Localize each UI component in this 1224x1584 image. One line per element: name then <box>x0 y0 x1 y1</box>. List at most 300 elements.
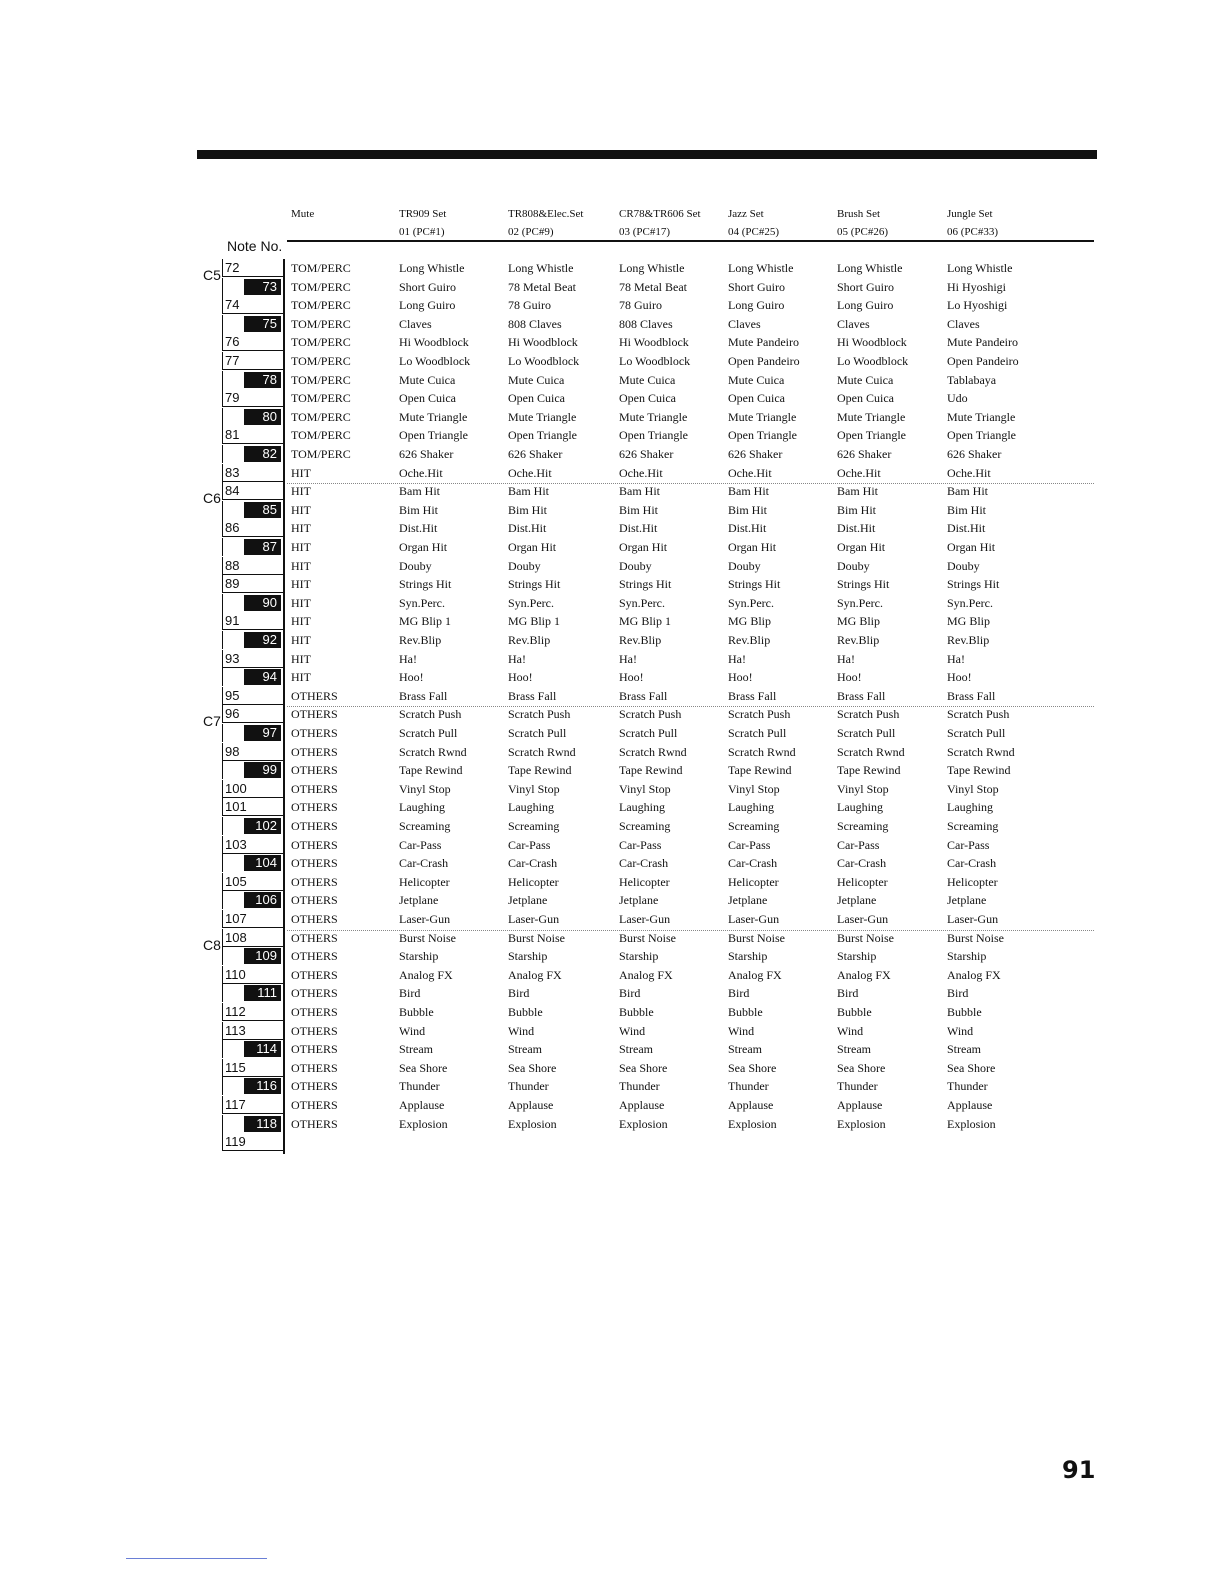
white-key: 107 <box>222 910 283 928</box>
instrument-cell: Analog FX <box>728 967 782 982</box>
mute-group-cell: OTHERS <box>291 1116 338 1131</box>
mute-group-cell: TOM/PERC <box>291 447 351 461</box>
instrument-cell: Thunder <box>619 1079 660 1094</box>
instrument-cell: Scratch Rwnd <box>508 744 576 759</box>
white-key: 74 <box>222 296 283 314</box>
instrument-cell: Vinyl Stop <box>508 781 560 796</box>
mute-group-cell: TOM/PERC <box>291 372 351 387</box>
instrument-cell: Tape Rewind <box>399 763 463 778</box>
black-key <box>222 315 283 333</box>
instrument-cell: Oche.Hit <box>619 465 663 480</box>
table-row <box>0 612 1224 631</box>
table-row <box>0 538 1224 557</box>
instrument-cell: Scratch Pull <box>947 726 1006 740</box>
black-key <box>222 371 283 389</box>
instrument-cell: Jetplane <box>837 893 877 908</box>
octave-label: C8 <box>203 936 221 953</box>
instrument-cell: Scratch Rwnd <box>728 744 796 759</box>
mute-group-cell: OTHERS <box>291 1005 338 1019</box>
instrument-cell: Douby <box>508 558 541 573</box>
instrument-cell: Bim Hit <box>399 502 439 517</box>
instrument-cell: Laughing <box>728 800 774 815</box>
instrument-cell: Mute Cuica <box>837 372 894 387</box>
instrument-cell: Analog FX <box>947 967 1001 982</box>
table-row <box>0 966 1224 985</box>
black-key <box>222 817 283 835</box>
instrument-cell: Sea Shore <box>619 1060 668 1075</box>
instrument-cell: Bam Hit <box>399 484 440 499</box>
note-number: 82 <box>244 446 281 462</box>
column-header-program: 02 (PC#9) <box>508 226 554 238</box>
header-rule <box>287 240 1094 242</box>
instrument-cell: Hi Hyoshigi <box>947 279 1007 294</box>
instrument-cell: Scratch Rwnd <box>619 744 687 759</box>
instrument-cell: Bubble <box>947 1005 982 1019</box>
white-key: 93 <box>222 650 283 668</box>
black-key <box>222 538 283 556</box>
instrument-cell: Wind <box>837 1023 864 1038</box>
instrument-cell: 808 Claves <box>508 316 562 331</box>
instrument-cell: Dist.Hit <box>508 521 547 536</box>
instrument-cell: Screaming <box>837 819 889 833</box>
black-key <box>222 445 283 463</box>
table-row <box>0 705 1224 724</box>
instrument-cell: Organ Hit <box>399 540 448 554</box>
instrument-cell: Scratch Rwnd <box>399 744 467 759</box>
octave-label: C6 <box>203 490 221 507</box>
instrument-cell: Bam Hit <box>837 484 878 499</box>
note-number: 102 <box>244 818 281 834</box>
instrument-cell: Stream <box>947 1042 981 1057</box>
instrument-cell: Tape Rewind <box>947 763 1011 778</box>
keyboard-right-edge <box>283 259 285 1154</box>
instrument-cell: Scratch Push <box>619 707 682 722</box>
instrument-cell: Explosion <box>508 1116 557 1131</box>
column-header-name: Jungle Set <box>947 208 993 220</box>
table-row <box>0 296 1224 315</box>
mute-group-cell: HIT <box>291 633 311 647</box>
mute-group-cell: OTHERS <box>291 726 338 740</box>
instrument-cell: Analog FX <box>837 967 891 982</box>
instrument-cell: Thunder <box>399 1079 440 1094</box>
black-key <box>222 984 283 1002</box>
instrument-cell: Open Pandeiro <box>728 354 800 368</box>
white-key: 112 <box>222 1003 283 1021</box>
mute-group-cell: HIT <box>291 595 311 610</box>
mute-group-cell: OTHERS <box>291 1079 338 1094</box>
instrument-cell: Bird <box>508 986 530 1001</box>
mute-group-cell: HIT <box>291 651 311 666</box>
instrument-cell: Organ Hit <box>619 540 668 554</box>
instrument-cell: Thunder <box>947 1079 988 1094</box>
mute-group-cell: OTHERS <box>291 912 338 926</box>
instrument-cell: Hoo! <box>508 670 533 685</box>
table-row <box>0 389 1224 408</box>
instrument-cell: Hoo! <box>399 670 424 685</box>
column-header <box>291 205 314 223</box>
instrument-cell: Explosion <box>399 1116 448 1131</box>
instrument-cell: Wind <box>619 1023 646 1038</box>
instrument-cell: Starship <box>619 949 659 964</box>
instrument-cell: Douby <box>399 558 432 573</box>
table-row <box>0 333 1224 352</box>
mute-group-cell: HIT <box>291 558 311 573</box>
instrument-cell: Car-Pass <box>619 837 662 852</box>
instrument-cell: Applause <box>619 1098 665 1112</box>
instrument-cell: Strings Hit <box>508 577 561 592</box>
instrument-cell: Mute Triangle <box>508 409 577 424</box>
instrument-cell: Mute Triangle <box>728 409 797 424</box>
note-number: 111 <box>244 985 281 1001</box>
instrument-cell: Car-Pass <box>508 837 551 852</box>
note-number: 116 <box>244 1078 281 1094</box>
note-number: 106 <box>244 892 281 908</box>
white-key: 101 <box>222 798 283 816</box>
instrument-cell: Laughing <box>508 800 554 815</box>
instrument-cell: Car-Crash <box>508 856 558 871</box>
instrument-cell: Bim Hit <box>837 502 877 517</box>
instrument-cell: Vinyl Stop <box>728 781 780 796</box>
table-row <box>0 501 1224 520</box>
instrument-cell: Bird <box>399 986 421 1001</box>
mute-group-cell: HIT <box>291 670 311 685</box>
instrument-cell: 78 Guiro <box>619 298 662 313</box>
instrument-cell: Explosion <box>837 1116 886 1131</box>
table-row <box>0 724 1224 743</box>
instrument-cell: Long Whistle <box>508 261 574 275</box>
table-row <box>0 1115 1224 1134</box>
table-row <box>0 668 1224 687</box>
instrument-cell: Scratch Rwnd <box>837 744 905 759</box>
black-key <box>222 854 283 872</box>
instrument-cell: Brass Fall <box>947 688 996 703</box>
mute-group-cell: TOM/PERC <box>291 335 351 350</box>
note-number: 73 <box>244 279 281 295</box>
note-number-label: Note No. <box>227 238 283 254</box>
note-number: 109 <box>244 948 281 964</box>
white-key: 84 <box>222 482 283 500</box>
instrument-cell: Brass Fall <box>619 688 668 703</box>
black-key <box>222 668 283 686</box>
black-key <box>222 408 283 426</box>
instrument-cell: Strings Hit <box>947 577 1000 592</box>
instrument-cell: Vinyl Stop <box>619 781 671 796</box>
mute-group-cell: OTHERS <box>291 856 338 871</box>
instrument-cell: Burst Noise <box>728 930 785 945</box>
instrument-cell: Claves <box>837 316 870 331</box>
instrument-cell: Long Whistle <box>619 261 685 275</box>
instrument-cell: Bubble <box>837 1005 872 1019</box>
instrument-cell: Open Cuica <box>619 391 676 406</box>
instrument-cell: Hi Woodblock <box>508 335 578 350</box>
instrument-cell: Vinyl Stop <box>399 781 451 796</box>
instrument-cell: Scratch Push <box>837 707 900 722</box>
table-row <box>0 575 1224 594</box>
instrument-cell: Organ Hit <box>508 540 557 554</box>
table-row <box>0 650 1224 669</box>
instrument-cell: Ha! <box>947 651 965 666</box>
instrument-cell: Screaming <box>728 819 780 833</box>
instrument-cell: Tape Rewind <box>728 763 792 778</box>
mute-group-cell: TOM/PERC <box>291 428 351 443</box>
instrument-cell: Stream <box>508 1042 542 1057</box>
instrument-cell: Bam Hit <box>947 484 988 499</box>
mute-group-cell: HIT <box>291 465 311 480</box>
instrument-cell: Open Triangle <box>728 428 797 443</box>
instrument-cell: Mute Cuica <box>619 372 676 387</box>
instrument-cell: Douby <box>619 558 652 573</box>
black-key <box>222 891 283 909</box>
instrument-cell: 626 Shaker <box>728 447 783 461</box>
instrument-cell: Laser-Gun <box>508 912 560 926</box>
instrument-cell: Burst Noise <box>619 930 676 945</box>
table-row <box>0 761 1224 780</box>
instrument-cell: MG Blip 1 <box>619 614 672 629</box>
table-row <box>0 426 1224 445</box>
note-number: 92 <box>244 632 281 648</box>
instrument-cell: Laser-Gun <box>728 912 780 926</box>
column-header-name: CR78&TR606 Set <box>619 208 701 220</box>
instrument-cell: Helicopter <box>399 874 450 889</box>
column-header-program: 05 (PC#26) <box>837 226 889 238</box>
instrument-cell: Open Triangle <box>508 428 577 443</box>
mute-group-cell: HIT <box>291 577 311 592</box>
instrument-cell: Laser-Gun <box>619 912 671 926</box>
instrument-cell: Long Guiro <box>728 298 785 313</box>
instrument-cell: MG Blip <box>947 614 991 629</box>
instrument-cell: Analog FX <box>399 967 453 982</box>
mute-group-cell: OTHERS <box>291 1042 338 1057</box>
instrument-cell: Bird <box>619 986 641 1001</box>
column-header <box>837 205 888 241</box>
white-key: 108 <box>222 929 283 947</box>
column-header-program: 04 (PC#25) <box>728 226 780 238</box>
mute-group-cell: OTHERS <box>291 1098 338 1112</box>
instrument-cell: Lo Woodblock <box>399 354 471 368</box>
table-row <box>0 1133 1224 1152</box>
instrument-cell: Wind <box>728 1023 755 1038</box>
instrument-cell: Lo Woodblock <box>837 354 909 368</box>
instrument-cell: 626 Shaker <box>508 447 563 461</box>
instrument-cell: Syn.Perc. <box>399 595 445 610</box>
instrument-cell: Short Guiro <box>837 279 894 294</box>
table-row <box>0 464 1224 483</box>
instrument-cell: 626 Shaker <box>837 447 892 461</box>
instrument-cell: Analog FX <box>508 967 562 982</box>
white-key: 89 <box>222 575 283 593</box>
octave-separator <box>287 483 1094 484</box>
instrument-cell: Laughing <box>399 800 445 815</box>
table-row <box>0 780 1224 799</box>
note-number: 94 <box>244 669 281 685</box>
instrument-cell: Laser-Gun <box>399 912 451 926</box>
instrument-cell: Bim Hit <box>619 502 659 517</box>
black-key <box>222 761 283 779</box>
mute-group-cell: OTHERS <box>291 707 338 722</box>
column-header <box>508 205 583 241</box>
mute-group-cell: OTHERS <box>291 744 338 759</box>
instrument-cell: Hi Woodblock <box>837 335 907 350</box>
white-key: 86 <box>222 519 283 537</box>
black-key <box>222 501 283 519</box>
instrument-cell: Ha! <box>399 651 417 666</box>
instrument-cell: Douby <box>728 558 761 573</box>
note-number: 118 <box>244 1116 281 1132</box>
instrument-cell: Douby <box>947 558 980 573</box>
instrument-cell: Organ Hit <box>947 540 996 554</box>
instrument-cell: Open Cuica <box>399 391 456 406</box>
note-number: 75 <box>244 316 281 332</box>
instrument-cell: Claves <box>728 316 761 331</box>
table-row <box>0 947 1224 966</box>
mute-group-cell: TOM/PERC <box>291 354 351 368</box>
instrument-cell: Sea Shore <box>728 1060 777 1075</box>
instrument-cell: Bam Hit <box>728 484 769 499</box>
instrument-cell: Wind <box>399 1023 426 1038</box>
instrument-cell: Laser-Gun <box>837 912 889 926</box>
black-key <box>222 1077 283 1095</box>
table-row <box>0 1059 1224 1078</box>
table-row <box>0 519 1224 538</box>
mute-group-cell: HIT <box>291 502 311 517</box>
instrument-cell: Mute Triangle <box>837 409 906 424</box>
instrument-cell: Starship <box>728 949 768 964</box>
table-row <box>0 371 1224 390</box>
instrument-cell: Open Cuica <box>508 391 565 406</box>
table-row <box>0 1022 1224 1041</box>
white-key: 81 <box>222 426 283 444</box>
instrument-cell: Open Triangle <box>837 428 906 443</box>
white-key: 83 <box>222 464 283 482</box>
instrument-cell: Scratch Pull <box>619 726 678 740</box>
instrument-cell: Open Cuica <box>837 391 894 406</box>
instrument-cell: Lo Woodblock <box>508 354 580 368</box>
note-number: 99 <box>244 762 281 778</box>
instrument-cell: Hi Woodblock <box>619 335 689 350</box>
instrument-cell: Jetplane <box>728 893 768 908</box>
white-key: 105 <box>222 873 283 891</box>
instrument-cell: Stream <box>399 1042 433 1057</box>
mute-group-cell: OTHERS <box>291 967 338 982</box>
white-key: 88 <box>222 557 283 575</box>
instrument-cell: Organ Hit <box>728 540 777 554</box>
instrument-cell: Mute Triangle <box>947 409 1016 424</box>
note-number: 80 <box>244 409 281 425</box>
instrument-cell: Car-Crash <box>837 856 887 871</box>
instrument-cell: Tablabaya <box>947 372 997 387</box>
instrument-cell: Burst Noise <box>837 930 894 945</box>
white-key: 79 <box>222 389 283 407</box>
instrument-cell: Helicopter <box>508 874 559 889</box>
instrument-cell: 78 Metal Beat <box>508 279 576 294</box>
mute-group-cell: TOM/PERC <box>291 409 351 424</box>
note-number: 114 <box>244 1041 281 1057</box>
instrument-cell: Syn.Perc. <box>837 595 883 610</box>
column-header <box>728 205 779 241</box>
white-key: 77 <box>222 352 283 370</box>
instrument-cell: Strings Hit <box>619 577 672 592</box>
instrument-cell: Vinyl Stop <box>837 781 889 796</box>
column-header <box>619 205 701 241</box>
instrument-cell: Mute Pandeiro <box>728 335 799 350</box>
instrument-cell: Explosion <box>619 1116 668 1131</box>
table-row <box>0 631 1224 650</box>
table-row <box>0 278 1224 297</box>
mute-group-cell: TOM/PERC <box>291 279 351 294</box>
column-header <box>399 205 446 241</box>
note-number: 85 <box>244 502 281 518</box>
instrument-cell: Sea Shore <box>399 1060 448 1075</box>
instrument-cell: MG Blip 1 <box>399 614 452 629</box>
mute-group-cell: OTHERS <box>291 1060 338 1075</box>
table-row <box>0 1096 1224 1115</box>
instrument-cell: Applause <box>837 1098 883 1112</box>
instrument-cell: Burst Noise <box>399 930 456 945</box>
instrument-cell: Claves <box>947 316 980 331</box>
instrument-cell: Bubble <box>728 1005 763 1019</box>
instrument-cell: Jetplane <box>947 893 987 908</box>
table-row <box>0 929 1224 948</box>
instrument-cell: Hi Woodblock <box>399 335 469 350</box>
instrument-cell: Long Whistle <box>837 261 903 275</box>
instrument-cell: 626 Shaker <box>399 447 454 461</box>
instrument-cell: Mute Triangle <box>399 409 468 424</box>
instrument-cell: Organ Hit <box>837 540 886 554</box>
instrument-cell: Car-Pass <box>837 837 880 852</box>
instrument-cell: Car-Crash <box>399 856 449 871</box>
instrument-cell: Bubble <box>399 1005 434 1019</box>
instrument-cell: Long Guiro <box>837 298 894 313</box>
instrument-cell: Dist.Hit <box>947 521 986 536</box>
mute-group-cell: HIT <box>291 540 311 554</box>
instrument-cell: Screaming <box>399 819 451 833</box>
note-number: 78 <box>244 372 281 388</box>
mute-group-cell: HIT <box>291 484 311 499</box>
mute-group-cell: OTHERS <box>291 819 338 833</box>
instrument-cell: Stream <box>728 1042 762 1057</box>
instrument-cell: Mute Cuica <box>399 372 456 387</box>
instrument-cell: Sea Shore <box>837 1060 886 1075</box>
instrument-cell: Dist.Hit <box>728 521 767 536</box>
table-row <box>0 817 1224 836</box>
instrument-cell: Rev.Blip <box>399 633 442 647</box>
table-row <box>0 557 1224 576</box>
table-row <box>0 259 1224 278</box>
instrument-cell: Hoo! <box>619 670 644 685</box>
instrument-cell: Screaming <box>947 819 999 833</box>
instrument-cell: Sea Shore <box>947 1060 996 1075</box>
mute-group-cell: OTHERS <box>291 837 338 852</box>
instrument-cell: Claves <box>399 316 432 331</box>
table-row <box>0 687 1224 706</box>
instrument-cell: Bubble <box>508 1005 543 1019</box>
instrument-cell: Oche.Hit <box>728 465 772 480</box>
instrument-cell: Burst Noise <box>947 930 1004 945</box>
instrument-cell: 626 Shaker <box>947 447 1002 461</box>
white-key: 113 <box>222 1022 283 1040</box>
instrument-cell: Scratch Push <box>947 707 1010 722</box>
instrument-cell: Long Whistle <box>399 261 465 275</box>
white-key: 72 <box>222 259 283 277</box>
note-number: 97 <box>244 725 281 741</box>
instrument-cell: Oche.Hit <box>508 465 552 480</box>
instrument-cell: Applause <box>399 1098 445 1112</box>
instrument-cell: Strings Hit <box>837 577 890 592</box>
mute-group-cell: HIT <box>291 614 311 629</box>
instrument-cell: Wind <box>508 1023 535 1038</box>
instrument-cell: Thunder <box>508 1079 549 1094</box>
table-row <box>0 798 1224 817</box>
